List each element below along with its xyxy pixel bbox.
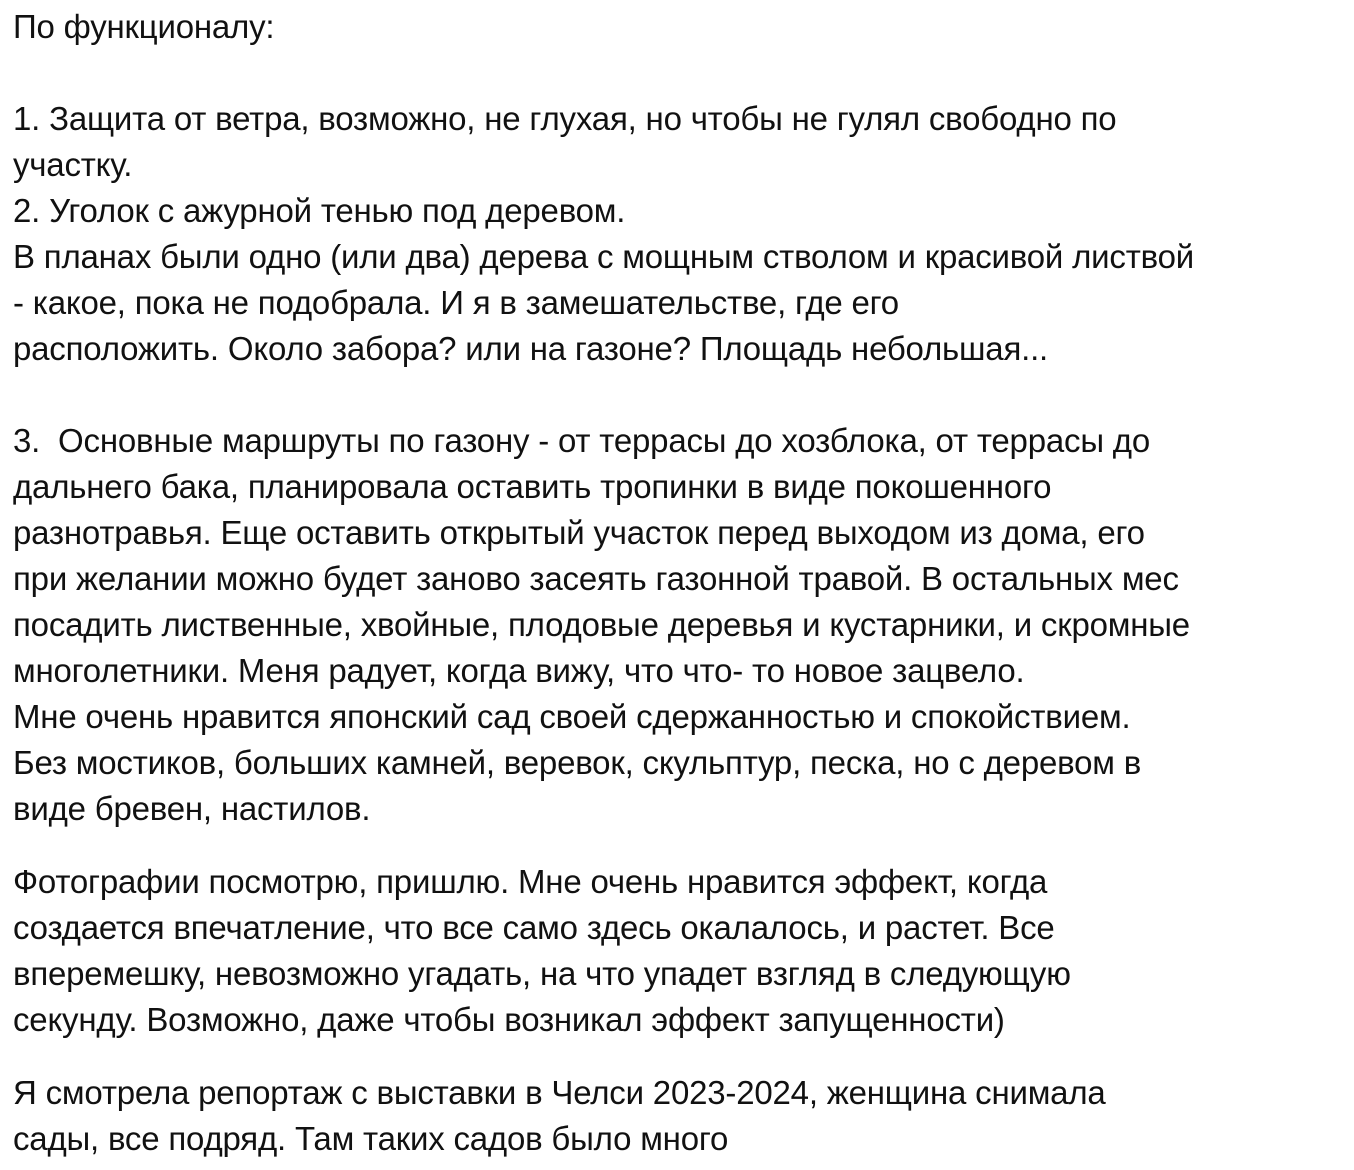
item-2-line-3: - какое, пока не подобрала. И я в замешательстве, где его — [13, 284, 899, 321]
item-2-line-1: 2. Уголок с ажурной тенью под деревом. — [13, 192, 626, 229]
photos-line-3: вперемешку, невозможно угадать, на что упадет взгляд в следующую — [13, 955, 1071, 992]
item-3-line-5: посадить лиственные, хвойные, плодовые деревья и кустарники, и скромные — [13, 606, 1190, 643]
chelsea-line-2: сады, все подряд. Там таких садов было много — [13, 1120, 729, 1157]
chelsea-line-1: Я смотрела репортаж с выставки в Челси 2023-2024, женщина снимала — [13, 1074, 1106, 1111]
item-1-line-2: участку. — [13, 146, 133, 183]
item-3-line-6: многолетники. Меня радует, когда вижу, что что- то новое зацвело. — [13, 652, 1025, 689]
document-body — [13, 4, 1343, 1162]
blank-line — [13, 372, 1343, 418]
item-1-line-1: 1. Защита от ветра, возможно, не глухая, но чтобы не гулял свободно по — [13, 100, 1117, 137]
photos-line-4: секунду. Возможно, даже чтобы возникал эффект запущенности) — [13, 1001, 1005, 1038]
photos-line-1: Фотографии посмотрю, пришлю. Мне очень нравится эффект, когда — [13, 863, 1048, 900]
paragraph-gap — [13, 1043, 1343, 1070]
paragraph-gap — [13, 832, 1343, 859]
blank-line — [13, 50, 1343, 96]
item-3-line-3: разнотравья. Еще оставить открытый участок перед выходом из дома, его — [13, 514, 1145, 551]
item-3-line-7: Мне очень нравится японский сад своей сдержанностью и спокойствием. — [13, 698, 1131, 735]
heading: По функционалу: — [13, 8, 275, 45]
item-3-line-2: дальнего бака, планировала оставить тропинки в виде покошенного — [13, 468, 1052, 505]
item-3-line-9: виде бревен, настилов. — [13, 790, 371, 827]
item-2-line-4: расположить. Около забора? или на газоне? Площадь небольшая... — [13, 330, 1049, 367]
item-2-line-2: В планах были одно (или два) дерева с мощным стволом и красивой листвой — [13, 238, 1194, 275]
item-3-line-8: Без мостиков, больших камней, веревок, скульптур, песка, но с деревом в — [13, 744, 1142, 781]
item-3-line-1: 3. Основные маршруты по газону - от террасы до хозблока, от террасы до — [13, 422, 1151, 459]
photos-line-2: создается впечатление, что все само здесь окалалось, и растет. Все — [13, 909, 1055, 946]
item-3-line-4: при желании можно будет заново засеять газонной травой. В остальных мес — [13, 560, 1179, 597]
